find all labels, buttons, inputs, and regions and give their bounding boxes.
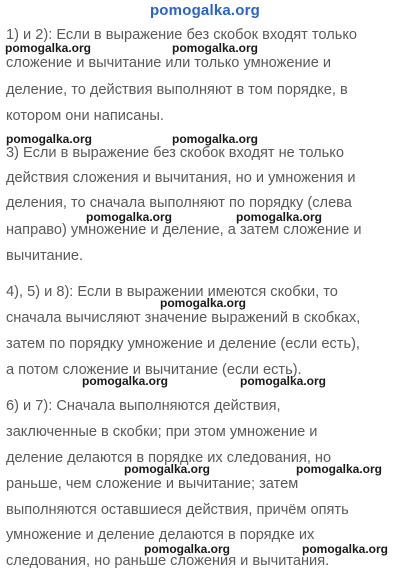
- paragraph-1-line-3: деление, то действия выполняют в том порядке, в: [6, 82, 348, 98]
- site-logo: pomogalka.org: [149, 2, 261, 19]
- watermark: pomogalka.org: [236, 210, 323, 224]
- watermark: pomogalka.org: [160, 296, 247, 310]
- paragraph-3-line-1: 4), 5) и 8): Если в выражении имеются скобки, то: [6, 284, 338, 300]
- watermark: pomogalka.org: [240, 374, 327, 388]
- paragraph-1-line-2: сложение и вычитание или только умножение и: [6, 55, 332, 71]
- paragraph-4-line-1: 6) и 7): Сначала выполняются действия,: [6, 398, 281, 414]
- watermark: pomogalka.org: [302, 542, 389, 556]
- paragraph-4-line-2: заключенные в скобки; при этом умножение и: [6, 424, 318, 440]
- watermark: pomogalka.org: [6, 132, 93, 146]
- watermark: pomogalka.org: [296, 462, 383, 476]
- paragraph-2-line-3: деления, то сначала выполняют по порядку (слева: [6, 195, 352, 211]
- watermark: pomogalka.org: [172, 132, 259, 146]
- watermark: pomogalka.org: [124, 462, 211, 476]
- paragraph-2-line-1: 3) Если в выражение без скобок входят не только: [6, 145, 344, 161]
- paragraph-4-line-3: деление делаются в порядке их следования, но: [6, 450, 332, 466]
- watermark: pomogalka.org: [82, 374, 169, 388]
- paragraph-2-line-5: вычитание.: [6, 248, 84, 264]
- paragraph-4-line-7: следования, но раньше сложения и вычитания.: [6, 553, 330, 569]
- watermark: pomogalka.org: [172, 41, 259, 55]
- paragraph-3-line-4: а потом сложение и вычитание (если есть).: [6, 362, 302, 378]
- paragraph-3-line-2: сначала вычисляют значение выражений в скобках,: [6, 310, 361, 326]
- watermark: pomogalka.org: [144, 542, 231, 556]
- paragraph-2-line-2: действия сложения и вычитания, но и умножения и: [6, 170, 356, 186]
- paragraph-4-line-6: умножение и деление делаются в порядке их: [6, 527, 315, 543]
- watermark: pomogalka.org: [86, 210, 173, 224]
- paragraph-3-line-3: затем по порядку умножение и деление (если есть),: [6, 336, 360, 352]
- watermark: pomogalka.org: [5, 41, 92, 55]
- paragraph-2-line-4: направо) умножение и деление, а затем сложение и: [6, 222, 362, 238]
- paragraph-1-line-1: 1) и 2): Если в выражение без скобок входят только: [6, 27, 358, 43]
- paragraph-4-line-5: выполняются оставшиеся действия, причём опять: [6, 502, 349, 518]
- paragraph-1-line-4: котором они написаны.: [6, 108, 164, 124]
- paragraph-4-line-4: раньше, чем сложение и вычитание; затем: [6, 476, 299, 492]
